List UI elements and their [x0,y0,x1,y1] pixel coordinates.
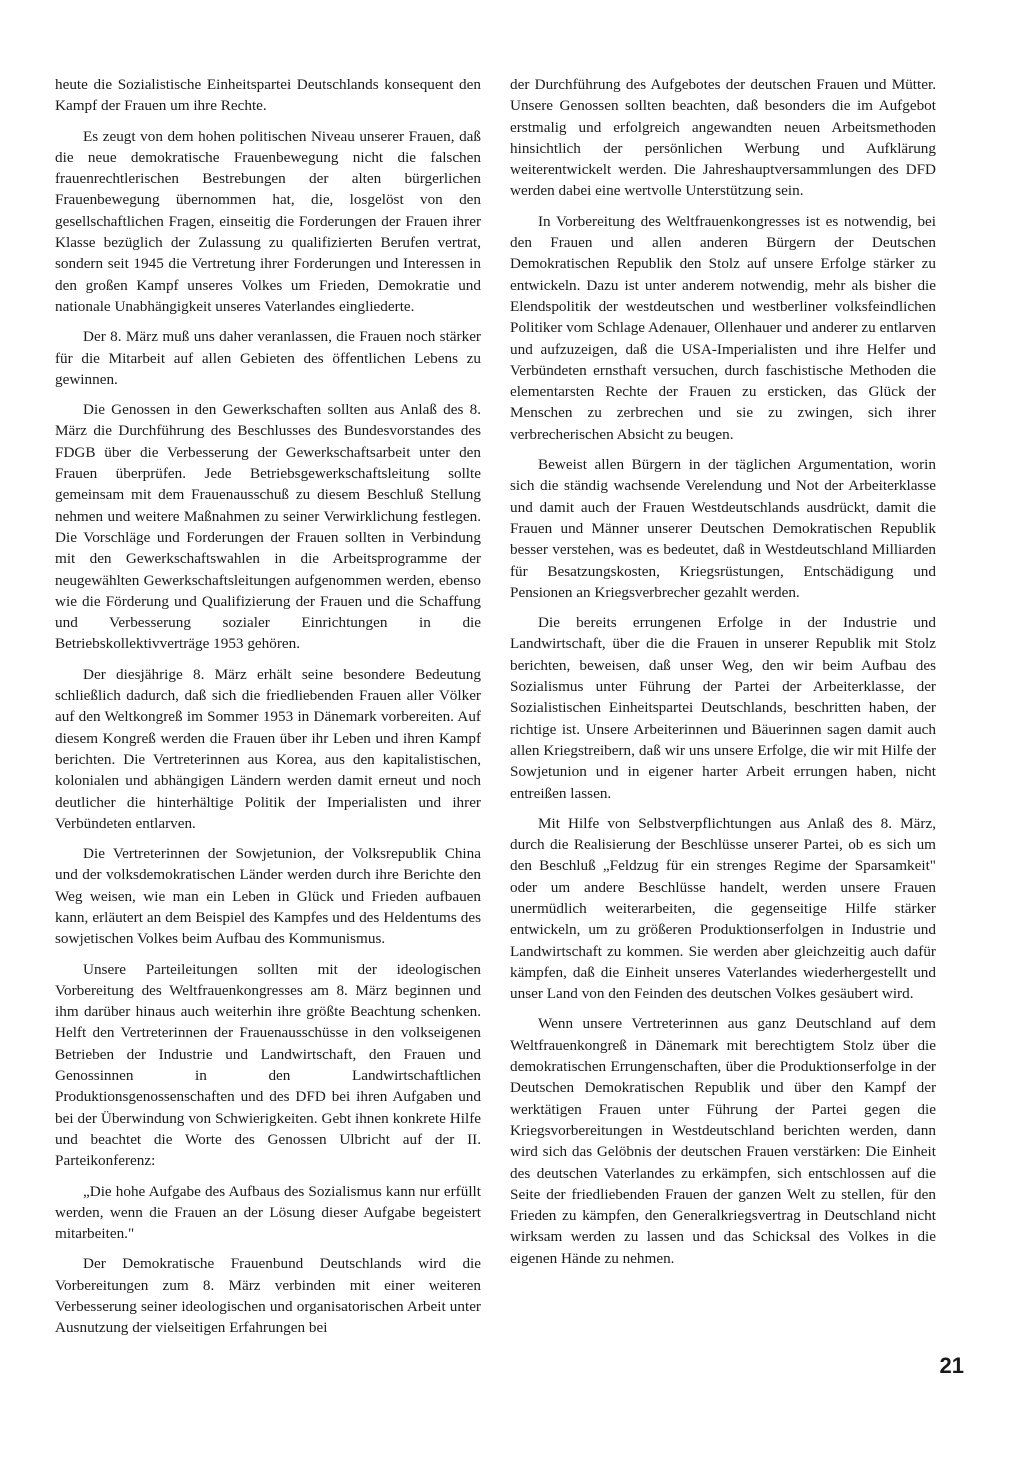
paragraph: Unsere Parteileitungen sollten mit der ideologischen Vorbereitung des Weltfrauenkongresses am 8. März beginnen und ihm darüber hinaus auch weiterhin ihre größte Beachtung schenken. Helft den Vertreterinnen der Frauenausschüsse in den volkseigenen Betrieben der Industrie und Landwirtschaft, den Frauen und Genossinnen in den Landwirtschaftlichen Produktionsgenossenschaften und des DFD bei ihren Aufgaben und bei der Überwindung von Schwierigkeiten. Gebt ihnen konkrete Hilfe und beachtet die Worte des Genossen Ulbricht auf der II. Parteikonferenz: [55,960,481,1170]
paragraph: Der Demokratische Frauenbund Deutschlands wird die Vorbereitungen zum 8. März verbinden mit einer weiteren Verbesserung seiner ideologischen und organisatorischen Arbeit unter Ausnutzung der vielseitigen Erfahrungen bei [55,1255,481,1337]
page-number: 21 [939,1353,964,1378]
right-column [510,74,936,1278]
paragraph: Die Vertreterinnen der Sowjetunion, der Volksrepublik China und der volksdemokratischen Länder werden durch ihre Berichte den Weg weisen, wie man ein Leben in Glück und Frieden aufbauen kann, erläutert an dem Beispiel des Kampfes und des Heldentums des sowjetischen Volkes beim Aufbau des Kommunismus. [55,845,481,948]
paragraph: Der 8. März muß uns daher veranlassen, die Frauen noch stärker für die Mitarbeit auf allen Gebieten des öffentlichen Lebens zu gewinnen. [55,328,481,388]
paragraph: Die bereits errungenen Erfolge in der Industrie und Landwirtschaft, über die die Frauen in unserer Republik mit Stolz berichten, beweisen, daß unser Weg, den wir beim Aufbau des Sozialismus unter Führung der Partei der Arbeiterklasse, der Sozialistischen Einheitspartei Deutschlands, beschritten haben, der richtige ist. Unsere Arbeiterinnen und Bäuerinnen sagen damit auch allen Kriegstreibern, daß wir uns unsere Erfolge, die wir mit Hilfe der Sowjetunion und in eigener harter Arbeit errungen haben, nicht entreißen lassen. [510,614,936,802]
paragraph: Die Genossen in den Gewerkschaften sollten aus Anlaß des 8. März die Durchführung des Beschlusses des Bundesvorstandes des FDGB über die Verbesserung der Gewerkschaftsarbeit unter den Frauen überprüfen. Jede Betriebsgewerkschaftsleitung sollte gemeinsam mit dem Frauenausschuß zu diesem Beschluß Stellung nehmen und weitere Maßnahmen zu seiner Verwirklichung festlegen. Die Vorschläge und Forderungen der Frauen sollten in Verbindung mit den Gewerkschaftswahlen in die Arbeitsprogramme der neugewählten Gewerkschaftsleitungen aufgenommen werden, ebenso wie die Förderung und Qualifizierung der Frauen und die Schaffung und Verbesserung sozialer Einrichtungen in die Betriebskollektivverträge 1953 gehören. [55,401,481,653]
left-column [55,74,481,1348]
paragraph: Es zeugt von dem hohen politischen Niveau unserer Frauen, daß die neue demokratische Frauenbewegung nicht die falschen frauenrechtlerischen Bestrebungen der alten bürgerlichen Frauenbewegung übernommen hat, die, losgelöst von den gesellschaftlichen Fragen, einseitig die Forderungen der Frauen ihrer Klasse bezüglich der Zulassung zu qualifizierten Berufen vertrat, sondern seit 1945 die Vertretung ihrer Forderungen und Interessen in den großen Kampf unseres Volkes um Frieden, Demokratie und nationale Unabhängigkeit unseres Vaterlandes eingliederte. [55,127,481,315]
paragraph: In Vorbereitung des Weltfrauenkongresses ist es notwendig, bei den Frauen und allen anderen Bürgern der Deutschen Demokratischen Republik den Stolz auf unsere Erfolge stärker zu entwickeln. Dazu ist unter anderem notwendig, mehr als bisher die Elendspolitik der westdeutschen und westberliner volksfeindlichen Politiker vom Schlage Adenauer, Ollenhauer und anderer zu entlarven und aufzuzeigen, daß die USA-Imperialisten und ihre Helfer und Verbündeten ernsthaft versuchen, durch faschistische Methoden die elementarsten Rechte der Frauen zu ersticken, das Glück der Menschen zu zerbrechen und sie zu zwingen, sich ihrer verbrecherischen Absicht zu beugen. [510,212,936,443]
paragraph: Der diesjährige 8. März erhält seine besondere Bedeutung schließlich dadurch, daß sich die friedliebenden Frauen aller Völker auf den Weltkongreß im Sommer 1953 in Dänemark vorbereiten. Auf diesem Kongreß werden die Frauen über ihr Leben und ihren Kampf berichten. Die Vertreterinnen aus Korea, aus den kapitalistischen, kolonialen und abhängigen Ländern werden damit erneut und noch deutlicher die hinterhältige Politik der Imperialisten und ihrer Verbündeten entlarven. [55,665,481,832]
paragraph: der Durchführung des Aufgebotes der deutschen Frauen und Mütter. Unsere Genossen sollten beachten, daß besonders die im Aufgebot erstmalig und erfolgreich angewandten neuen Arbeitsmethoden hinsichtlich der persönlichen Werbung und Aufklärung weiterentwickelt werden. Die Jahreshauptversammlungen des DFD werden dabei eine wertvolle Unterstützung sein. [510,76,936,200]
paragraph: heute die Sozialistische Einheitspartei Deutschlands konsequent den Kampf der Frauen um ihre Rechte. [55,76,481,115]
quote-paragraph: „Die hohe Aufgabe des Aufbaus des Sozialismus kann nur erfüllt werden, wenn die Frauen an der Lösung dieser Aufgabe begeistert mitarbeiten." [55,1182,481,1243]
paragraph: Wenn unsere Vertreterinnen aus ganz Deutschland auf dem Weltfrauenkongreß in Dänemark mit berechtigtem Stolz über die demokratischen Errungenschaften, über die Produktionserfolge in der Deutschen Demokratischen Republik und über den Kampf der werktätigen Frauen unter Führung der Partei gegen die Kriegsvorbereitungen in Westdeutschland berichten werden, dann wird sich das Gelöbnis der deutschen Frauen verstärken: Die Einheit des deutschen Vaterlandes zu erkämpfen, sich entschlossen auf die Seite der friedliebenden Frauen der ganzen Welt zu stellen, für den Frieden zu kämpfen, den Generalkriegsvertrag in Deutschland nicht wirksam werden zu lassen und das Schicksal des Volkes in die eigenen Hände zu nehmen. [510,1015,936,1267]
paragraph: Mit Hilfe von Selbstverpflichtungen aus Anlaß des 8. März, durch die Realisierung der Beschlüsse unserer Partei, ob es sich um den Beschluß „Feldzug für ein strenges Regime der Sparsamkeit" oder um andere Beschlüsse handelt, werden unsere Frauen unermüdlich weiterarbeiten, die gegenseitige Hilfe stärker entwickeln, um zu größeren Produktionserfolgen in Industrie und Landwirtschaft zu kommen. Sie werden aber gleichzeitig auch dafür kämpfen, daß die Einheit unseres Vaterlandes wiederhergestellt und unser Land von den Feinden des deutschen Volkes gesäubert wird. [510,814,936,1003]
paragraph: Beweist allen Bürgern in der täglichen Argumentation, worin sich die ständig wachsende Verelendung und Not der Arbeiterklasse und damit auch der Frauen Westdeutschlands ausdrückt, damit die Frauen und Männer unserer Deutschen Demokratischen Republik besser verstehen, was es bedeutet, daß in Westdeutschland Milliarden für Besatzungskosten, Kriegsrüstungen, Entschädigung und Pensionen an Kriegsverbrecher gezahlt werden. [510,456,936,601]
